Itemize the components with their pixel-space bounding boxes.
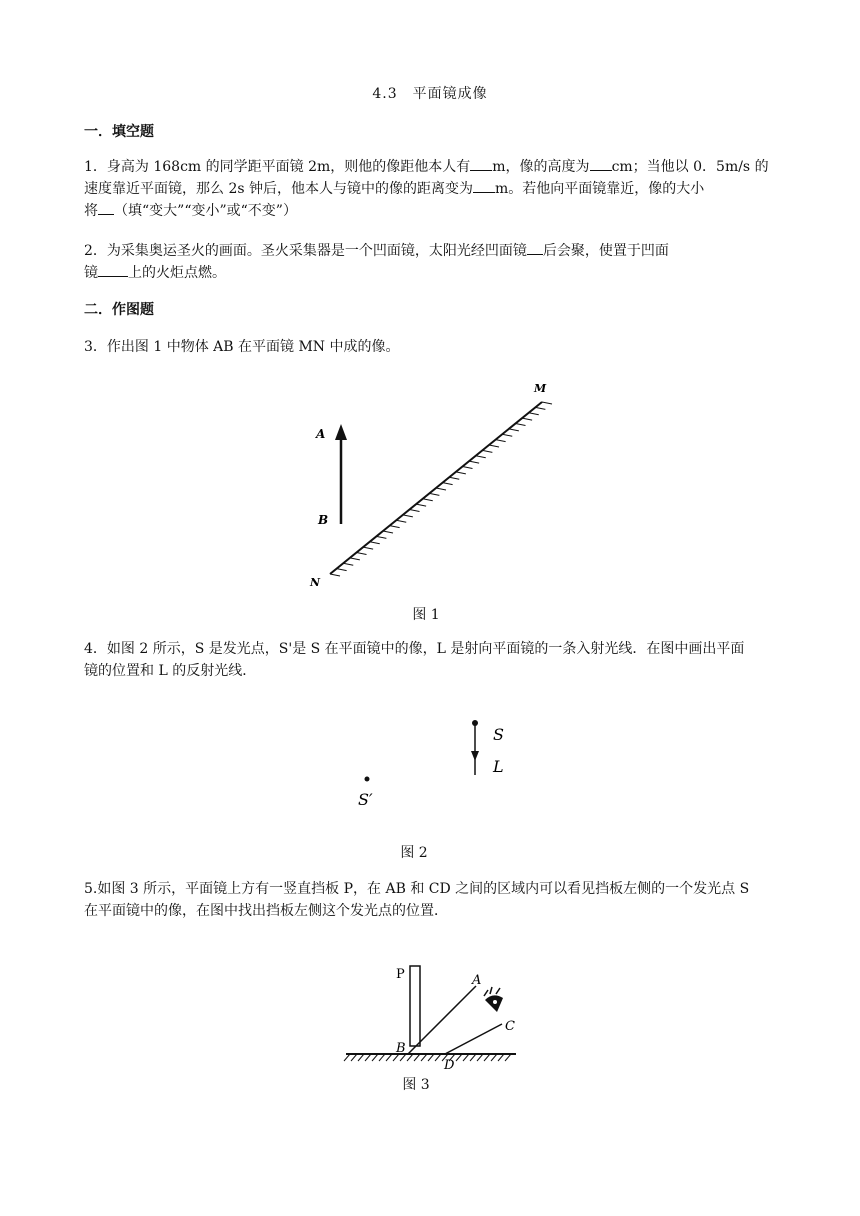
hatch-tick [502, 434, 512, 436]
hatch-tick [407, 1054, 413, 1061]
question-2: 2．为采集奥运圣火的画面。圣火采集器是一个凹面镜，太阳光经凹面镜 后会聚，使置于凹面 镜 上的火炬点燃。 [84, 240, 784, 284]
hatch-tick [337, 569, 347, 571]
hatch-tick [477, 1054, 483, 1061]
mirror-hatching [330, 402, 552, 576]
blank-5 [527, 240, 543, 255]
label-c: C [505, 1019, 515, 1034]
question-1: 1．身高为 168cm 的同学距平面镜 2m，则他的像距他本人有 m，像的高度为 cm；当他以 0．5m/s 的 速度靠近平面镜，那么 2s 钟后，他本人与镜中的像的距离变为 m。若他向平面镜靠近，像的大小 将 （填“变大”“变小”或“不变”） [84, 156, 784, 222]
hatch-tick [496, 440, 506, 442]
hatch-tick [365, 1054, 371, 1061]
blank-3 [473, 178, 495, 193]
section-fill-heading: 一．填空题 [84, 124, 154, 140]
hatch-tick [379, 1054, 385, 1061]
blank-1 [470, 156, 492, 171]
hatch-tick [443, 483, 453, 485]
hatch-tick [350, 558, 360, 560]
figure-1 [300, 378, 560, 593]
hatch-tick [343, 563, 353, 565]
hatch-tick [410, 510, 420, 512]
hatch-tick [489, 445, 499, 447]
label-m: M [534, 382, 547, 395]
hatch-tick [330, 574, 340, 576]
hatch-tick [456, 1054, 462, 1061]
figure-3-caption: 图 3 [402, 1077, 430, 1093]
mirror-hatching [344, 1054, 511, 1061]
hatch-tick [482, 450, 492, 452]
hatch-tick [390, 526, 400, 528]
question-4: 4．如图 2 所示，S 是发光点，S'是 S 在平面镜中的像，L 是射向平面镜的一条入射光线．在图中画出平面 镜的位置和 L 的反射光线． [84, 641, 745, 679]
hatch-tick [505, 1054, 511, 1061]
figure-2-caption: 图 2 [400, 845, 428, 861]
hatch-tick [516, 424, 526, 426]
label-a: A [472, 973, 482, 988]
hatch-tick [476, 456, 486, 458]
hatch-tick [423, 499, 433, 501]
hatch-tick [396, 520, 406, 522]
hatch-tick [522, 418, 532, 420]
hatch-tick [491, 1054, 497, 1061]
eye-icon [484, 987, 503, 1012]
hatch-tick [498, 1054, 504, 1061]
question-3: 3．作出图 1 中物体 AB 在平面镜 MN 中成的像。 [84, 339, 400, 355]
hatch-tick [509, 429, 519, 431]
hatch-tick [542, 402, 552, 404]
hatch-tick [469, 461, 479, 463]
label-b: B [318, 513, 329, 527]
hatch-tick [370, 542, 380, 544]
hatch-tick [428, 1054, 434, 1061]
hatch-tick [351, 1054, 357, 1061]
hatch-tick [363, 547, 373, 549]
arrow-head [335, 424, 347, 440]
hatch-tick [435, 1054, 441, 1061]
figure-1-caption: 图 1 [412, 607, 440, 623]
label-b: B [396, 1041, 406, 1056]
figure-3 [340, 962, 540, 1072]
label-a: A [316, 427, 326, 441]
label-d: D [444, 1058, 455, 1072]
blank-6 [98, 262, 128, 277]
blank-4 [98, 200, 114, 215]
blank-2 [590, 156, 612, 171]
hatch-tick [403, 515, 413, 517]
hatch-tick [449, 477, 459, 479]
hatch-tick [386, 1054, 392, 1061]
label-s-prime: S′ [358, 790, 373, 809]
hatch-tick [358, 1054, 364, 1061]
label-n: N [310, 576, 321, 589]
label-s: S [493, 725, 504, 744]
page-title: 4.3 平面镜成像 [372, 86, 488, 102]
figure-2 [350, 715, 530, 815]
hatch-tick [456, 472, 466, 474]
hatch-tick [376, 536, 386, 538]
point-s-prime [365, 777, 370, 782]
hatch-tick [535, 407, 545, 409]
hatch-tick [416, 504, 426, 506]
hatch-tick [436, 488, 446, 490]
hatch-tick [529, 413, 539, 415]
hatch-tick [463, 467, 473, 469]
hatch-tick [421, 1054, 427, 1061]
hatch-tick [372, 1054, 378, 1061]
line-cd [445, 1024, 502, 1054]
ray-arrow [471, 751, 479, 761]
hatch-tick [484, 1054, 490, 1061]
section-draw-heading: 二．作图题 [84, 302, 154, 318]
hatch-tick [344, 1054, 350, 1061]
hatch-tick [429, 493, 439, 495]
question-5: 5.如图 3 所示，平面镜上方有一竖直挡板 P，在 AB 和 CD 之间的区域内可以看见挡板左侧的一个发光点 S 在平面镜中的像，在图中找出挡板左侧这个发光点的位置． [84, 881, 750, 919]
hatch-tick [383, 531, 393, 533]
hatch-tick [414, 1054, 420, 1061]
hatch-tick [357, 553, 367, 555]
hatch-tick [470, 1054, 476, 1061]
barrier-p [410, 966, 420, 1046]
hatch-tick [463, 1054, 469, 1061]
label-l: L [493, 757, 504, 776]
label-p: P [396, 967, 405, 982]
